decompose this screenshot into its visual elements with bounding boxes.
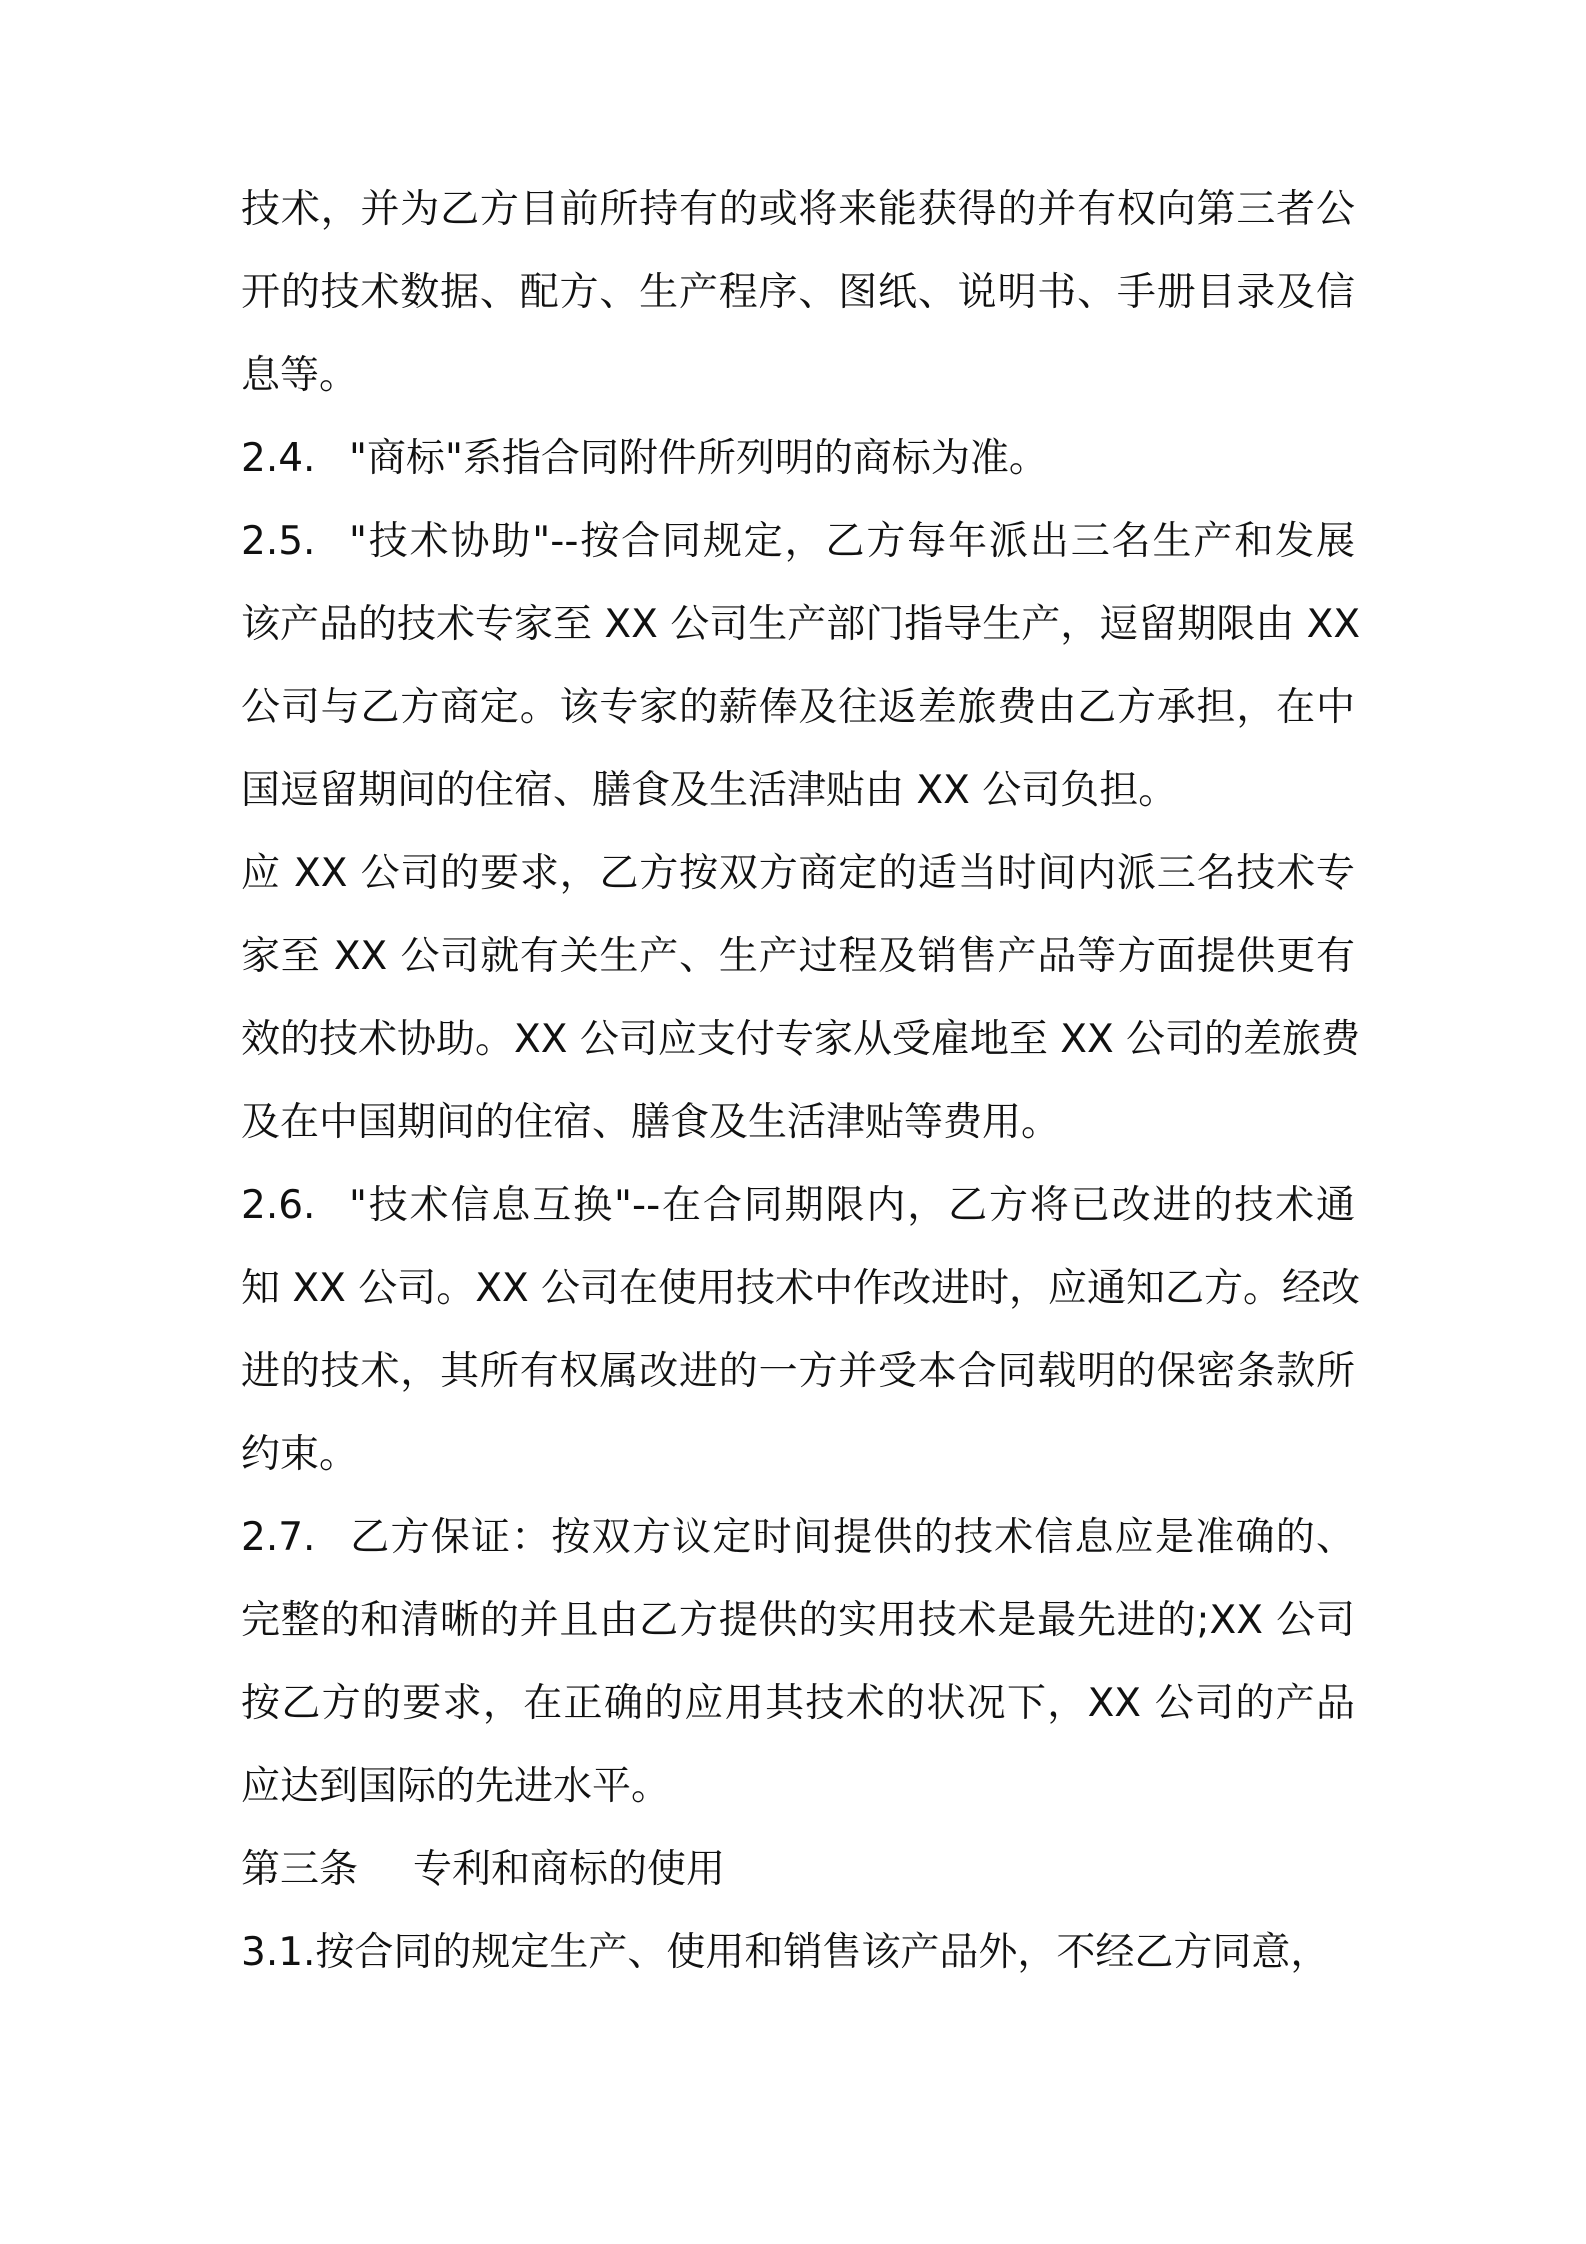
section-number: 2.4.: [241, 436, 316, 481]
section-2-5: [241, 500, 1355, 583]
section-number: 2.7.: [241, 1515, 316, 1560]
document-body: [241, 168, 1361, 1994]
section-2-4: [241, 417, 1355, 500]
text-line: 技术，并为乙方目前所持有的或将来能获得的并有权向第三者公: [241, 187, 1355, 232]
text-line: 应 XX 公司的要求，乙方按双方商定的适当时间内派三名技术专: [241, 851, 1355, 896]
section-text: "商标"系指合同附件所列明的商标为准。: [349, 436, 1048, 481]
section-2-7: [241, 1496, 1355, 1579]
text-line: 国逗留期间的住宿、膳食及生活津贴由 XX 公司负担。: [241, 768, 1178, 813]
section-text: "技术信息互换"--在合同期限内，乙方将已改进的技术通: [349, 1183, 1355, 1228]
text-line: 知 XX 公司。XX 公司在使用技术中作改进时，应通知乙方。经改: [241, 1266, 1361, 1311]
text-line: 进的技术，其所有权属改进的一方并受本合同载明的保密条款所: [241, 1349, 1355, 1394]
section-3-1: 3.1.按合同的规定生产、使用和销售该产品外，不经乙方同意，: [241, 1930, 1330, 1975]
section-number: 2.6.: [241, 1183, 316, 1228]
text-line: 开的技术数据、配方、生产程序、图纸、说明书、手册目录及信: [241, 270, 1355, 315]
text-line: 按乙方的要求，在正确的应用其技术的状况下，XX 公司的产品: [241, 1681, 1355, 1726]
text-line: 公司与乙方商定。该专家的薪俸及往返差旅费由乙方承担，在中: [241, 685, 1355, 730]
article-3-heading: [241, 1828, 1355, 1911]
section-text: "技术协助"--按合同规定，乙方每年派出三名生产和发展: [349, 519, 1355, 564]
text-line: 该产品的技术专家至 XX 公司生产部门指导生产，逗留期限由 XX: [241, 602, 1361, 647]
article-label: 第三条: [241, 1847, 359, 1892]
text-line: 家至 XX 公司就有关生产、生产过程及销售产品等方面提供更有: [241, 934, 1355, 979]
text-line: 完整的和清晰的并且由乙方提供的实用技术是最先进的;XX 公司: [241, 1598, 1355, 1643]
text-line: 效的技术协助。XX 公司应支付专家从受雇地至 XX 公司的差旅费: [241, 1017, 1361, 1062]
section-number: 2.5.: [241, 519, 316, 564]
text-line: 及在中国期间的住宿、膳食及生活津贴等费用。: [241, 1100, 1061, 1145]
text-line: 息等。: [241, 353, 359, 398]
text-line: 应达到国际的先进水平。: [241, 1764, 671, 1809]
section-text: 乙方保证：按双方议定时间提供的技术信息应是准确的、: [349, 1515, 1355, 1560]
section-2-6: [241, 1164, 1355, 1247]
article-title: 专利和商标的使用: [413, 1847, 726, 1892]
text-line: 约束。: [241, 1432, 359, 1477]
